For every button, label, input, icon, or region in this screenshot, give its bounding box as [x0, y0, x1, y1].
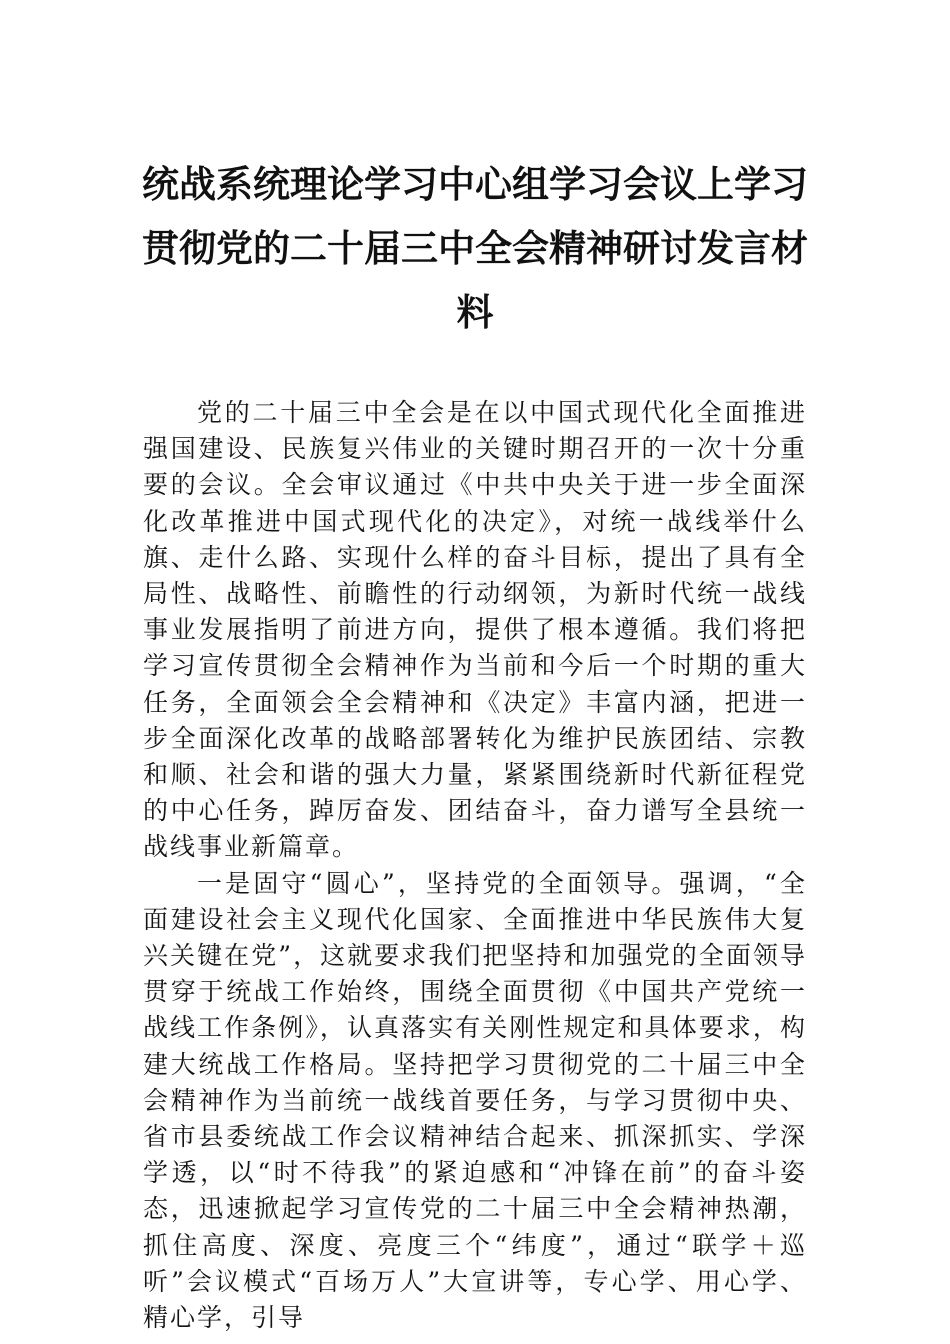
document-body	[143, 395, 807, 1336]
title-line-3: 料	[456, 290, 494, 334]
title-line-2: 贯彻党的二十届三中全会精神研讨发言材	[142, 226, 808, 270]
title-line-1: 统战系统理论学习中心组学习会议上学习	[142, 162, 808, 206]
paragraph-intro: 党的二十届三中全会是在以中国式现代化全面推进强国建设、民族复兴伟业的关键时期召开的一次十分重要的会议。全会审议通过《中共中央关于进一步全面深化改革推进中国式现代化的决定》，对统一战线举什么旗、走什么路、实现什么样的奋斗目标，提出了具有全局性、战略性、前瞻性的行动纲领，为新时代统一战线事业发展指明了前进方向，提供了根本遵循。我们将把学习宣传贯彻全会精神作为当前和今后一个时期的重大任务，全面领会全会精神和《决定》丰富内涵，把进一步全面深化改革的战略部署转化为维护民族团结、宗教和顺、社会和谐的强大力量，紧紧围绕新时代新征程党的中心任务，踔厉奋发、团结奋斗，奋力谱写全县统一战线事业新篇章。	[143, 398, 807, 862]
paragraph-point-one: 一是固守“圆心”，坚持党的全面领导。强调，“全面建设社会主义现代化国家、全面推进中华民族伟大复兴关键在党”，这就要求我们把坚持和加强党的全面领导贯穿于统战工作始终，围绕全面贯彻《中国共产党统一战线工作条例》，认真落实有关刚性规定和具体要求，构建大统战工作格局。坚持把学习贯彻党的二十届三中全会精神作为当前统一战线首要任务，与学习贯彻中央、省市县委统战工作会议精神结合起来、抓深抓实、学深学透，以“时不待我”的紧迫感和“冲锋在前”的奋斗姿态，迅速掀起学习宣传党的二十届三中全会精神热潮，抓住高度、深度、亮度三个“纬度”，通过“联学＋巡听”会议模式“百场万人”大宣讲等，专心学、用心学、精心学，引导	[143, 868, 807, 1333]
document-title	[130, 152, 820, 344]
